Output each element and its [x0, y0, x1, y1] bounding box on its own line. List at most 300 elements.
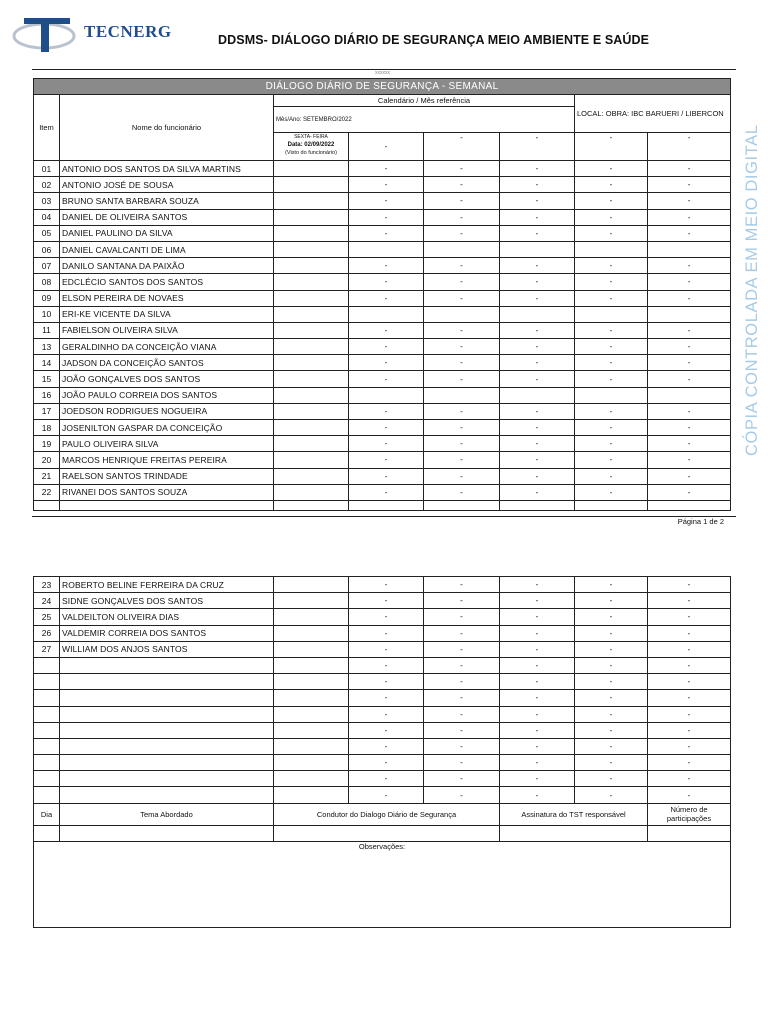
row-day-mark: -: [500, 371, 575, 387]
row-employee-name: [60, 722, 274, 738]
row-day-mark: -: [500, 420, 575, 436]
row-day-mark: -: [500, 738, 575, 754]
row-item-number: 04: [34, 209, 60, 225]
employee-rows-continued: [34, 577, 731, 804]
row-signature-cell[interactable]: [274, 452, 349, 468]
row-item-number: 05: [34, 225, 60, 241]
row-day-mark: -: [500, 355, 575, 371]
table-row: [34, 468, 731, 484]
row-day-mark: [575, 387, 648, 403]
blank-cell: [575, 500, 648, 510]
row-day-mark: [424, 241, 500, 257]
row-signature-cell[interactable]: [274, 722, 349, 738]
row-signature-cell[interactable]: [274, 387, 349, 403]
row-day-mark: -: [349, 641, 424, 657]
row-item-number: 25: [34, 609, 60, 625]
header-dash: -: [500, 133, 575, 161]
row-day-mark: [349, 387, 424, 403]
assinatura-header: Assinatura do TST responsável: [500, 803, 648, 825]
row-signature-cell[interactable]: [274, 625, 349, 641]
tema-value: [60, 825, 274, 841]
date-label: Data: 02/09/2022: [287, 142, 335, 148]
row-signature-cell[interactable]: [274, 738, 349, 754]
table-row: [34, 225, 731, 241]
row-employee-name: SIDNE GONÇALVES DOS SANTOS: [60, 593, 274, 609]
row-day-mark: -: [648, 577, 731, 593]
row-signature-cell[interactable]: [274, 177, 349, 193]
row-day-mark: -: [349, 674, 424, 690]
row-item-number: [34, 706, 60, 722]
row-item-number: 24: [34, 593, 60, 609]
row-signature-cell[interactable]: [274, 436, 349, 452]
footer-rule: [32, 516, 736, 517]
col-name-header: Nome do funcionário: [60, 95, 274, 161]
row-day-mark: -: [648, 177, 731, 193]
row-day-mark: -: [648, 755, 731, 771]
table-row: [34, 387, 731, 403]
row-item-number: 18: [34, 420, 60, 436]
row-day-mark: -: [349, 420, 424, 436]
row-day-mark: -: [349, 771, 424, 787]
row-day-mark: -: [349, 403, 424, 419]
row-day-mark: -: [648, 674, 731, 690]
row-employee-name: ANTONIO JOSÉ DE SOUSA: [60, 177, 274, 193]
row-employee-name: DANIEL DE OLIVEIRA SANTOS: [60, 209, 274, 225]
row-signature-cell[interactable]: [274, 577, 349, 593]
blank-cell: [34, 500, 60, 510]
row-day-mark: -: [424, 787, 500, 803]
row-day-mark: -: [575, 690, 648, 706]
row-employee-name: EDCLÉCIO SANTOS DOS SANTOS: [60, 274, 274, 290]
table-row: [34, 484, 731, 500]
row-day-mark: -: [424, 609, 500, 625]
row-item-number: 01: [34, 161, 60, 177]
row-day-mark: -: [648, 468, 731, 484]
row-day-mark: [500, 241, 575, 257]
row-item-number: [34, 722, 60, 738]
row-employee-name: RIVANEI DOS SANTOS SOUZA: [60, 484, 274, 500]
row-day-mark: -: [424, 593, 500, 609]
row-employee-name: [60, 787, 274, 803]
row-employee-name: ROBERTO BELINE FERREIRA DA CRUZ: [60, 577, 274, 593]
row-employee-name: [60, 755, 274, 771]
row-employee-name: ANTONIO DOS SANTOS DA SILVA MARTINS: [60, 161, 274, 177]
row-day-mark: -: [424, 706, 500, 722]
row-day-mark: -: [648, 193, 731, 209]
row-item-number: 26: [34, 625, 60, 641]
table-row: [34, 738, 731, 754]
row-day-mark: -: [648, 209, 731, 225]
row-day-mark: [349, 241, 424, 257]
row-day-mark: -: [648, 371, 731, 387]
row-day-mark: -: [349, 209, 424, 225]
row-day-mark: -: [575, 403, 648, 419]
row-day-mark: -: [349, 225, 424, 241]
row-day-mark: [424, 387, 500, 403]
row-day-mark: -: [648, 436, 731, 452]
row-day-mark: [648, 241, 731, 257]
row-day-mark: -: [349, 468, 424, 484]
row-day-mark: -: [648, 225, 731, 241]
dia-header: Dia: [34, 803, 60, 825]
table-row: [34, 403, 731, 419]
table-row: [34, 625, 731, 641]
row-employee-name: JADSON DA CONCEIÇÃO SANTOS: [60, 355, 274, 371]
employee-rows: [34, 161, 731, 501]
row-day-mark: -: [575, 577, 648, 593]
row-employee-name: JOEDSON RODRIGUES NOGUEIRA: [60, 403, 274, 419]
logo-emblem-icon: [12, 14, 82, 54]
row-item-number: 19: [34, 436, 60, 452]
row-item-number: 08: [34, 274, 60, 290]
row-day-mark: -: [424, 674, 500, 690]
row-day-mark: -: [648, 355, 731, 371]
row-employee-name: [60, 706, 274, 722]
row-day-mark: -: [575, 161, 648, 177]
table-row: [34, 593, 731, 609]
document-title: DDSMS- DIÁLOGO DIÁRIO DE SEGURANÇA MEIO AMBIENTE E SAÚDE: [218, 33, 650, 47]
row-signature-cell[interactable]: [274, 241, 349, 257]
row-day-mark: -: [648, 403, 731, 419]
row-day-mark: [575, 241, 648, 257]
row-signature-cell[interactable]: [274, 339, 349, 355]
row-employee-name: [60, 657, 274, 673]
row-day-mark: -: [349, 755, 424, 771]
row-day-mark: -: [575, 355, 648, 371]
row-signature-cell[interactable]: [274, 771, 349, 787]
watermark-text: CÓPIA CONTROLADA EM MEIO DIGITAL: [743, 124, 761, 456]
row-item-number: 21: [34, 468, 60, 484]
blank-cell: [274, 500, 349, 510]
row-signature-cell[interactable]: [274, 420, 349, 436]
row-day-mark: -: [575, 193, 648, 209]
row-day-mark: -: [349, 484, 424, 500]
row-employee-name: BRUNO SANTA BARBARA SOUZA: [60, 193, 274, 209]
row-day-mark: -: [349, 355, 424, 371]
row-day-mark: -: [349, 609, 424, 625]
table-row: [34, 161, 731, 177]
table-row: [34, 322, 731, 338]
row-day-mark: -: [575, 258, 648, 274]
row-day-mark: -: [648, 625, 731, 641]
row-day-mark: -: [575, 674, 648, 690]
row-day-mark: -: [575, 706, 648, 722]
row-item-number: [34, 755, 60, 771]
row-day-mark: -: [424, 577, 500, 593]
row-day-mark: -: [349, 177, 424, 193]
row-day-mark: -: [424, 625, 500, 641]
table-row: [34, 452, 731, 468]
header-dash: -: [575, 133, 648, 161]
row-signature-cell[interactable]: [274, 690, 349, 706]
row-day-mark: -: [424, 452, 500, 468]
numero-header: Número de participações: [648, 803, 731, 825]
row-signature-cell[interactable]: [274, 609, 349, 625]
row-day-mark: -: [424, 722, 500, 738]
row-employee-name: PAULO OLIVEIRA SILVA: [60, 436, 274, 452]
row-signature-cell[interactable]: [274, 593, 349, 609]
row-employee-name: WILLIAM DOS ANJOS SANTOS: [60, 641, 274, 657]
row-day-mark: -: [648, 339, 731, 355]
row-signature-cell[interactable]: [274, 641, 349, 657]
table-row: [34, 755, 731, 771]
row-signature-cell[interactable]: [274, 755, 349, 771]
row-item-number: 14: [34, 355, 60, 371]
table-row: [34, 771, 731, 787]
row-day-mark: -: [500, 593, 575, 609]
row-signature-cell[interactable]: [274, 657, 349, 673]
row-signature-cell[interactable]: [274, 161, 349, 177]
company-logo: [12, 14, 202, 54]
row-day-mark: -: [575, 787, 648, 803]
row-day-mark: -: [500, 322, 575, 338]
row-day-mark: -: [349, 452, 424, 468]
row-day-mark: -: [349, 657, 424, 673]
row-day-mark: -: [349, 371, 424, 387]
row-day-mark: -: [500, 674, 575, 690]
row-item-number: 10: [34, 306, 60, 322]
row-signature-cell[interactable]: [274, 484, 349, 500]
row-day-mark: -: [575, 641, 648, 657]
row-day-mark: -: [575, 274, 648, 290]
table-row: [34, 209, 731, 225]
row-day-mark: -: [424, 225, 500, 241]
row-day-mark: -: [575, 484, 648, 500]
row-signature-cell[interactable]: [274, 706, 349, 722]
row-day-mark: -: [424, 755, 500, 771]
table-row: [34, 674, 731, 690]
observacoes-box: Observações:: [34, 841, 731, 927]
row-employee-name: JOÃO PAULO CORREIA DOS SANTOS: [60, 387, 274, 403]
row-day-mark: -: [349, 274, 424, 290]
row-employee-name: GERALDINHO DA CONCEIÇÃO VIANA: [60, 339, 274, 355]
row-item-number: 20: [34, 452, 60, 468]
blank-cell: [424, 500, 500, 510]
row-day-mark: -: [575, 593, 648, 609]
table-row: [34, 290, 731, 306]
row-day-mark: [349, 306, 424, 322]
row-day-mark: -: [424, 177, 500, 193]
row-day-mark: -: [424, 322, 500, 338]
row-item-number: [34, 738, 60, 754]
row-item-number: [34, 657, 60, 673]
row-day-mark: [648, 306, 731, 322]
row-day-mark: -: [424, 738, 500, 754]
row-item-number: 15: [34, 371, 60, 387]
row-day-mark: -: [424, 339, 500, 355]
row-day-mark: -: [349, 690, 424, 706]
row-day-mark: -: [575, 177, 648, 193]
row-employee-name: MARCOS HENRIQUE FREITAS PEREIRA: [60, 452, 274, 468]
header-dash: -: [424, 133, 500, 161]
row-item-number: 11: [34, 322, 60, 338]
row-item-number: 07: [34, 258, 60, 274]
row-day-mark: -: [575, 371, 648, 387]
table-row: [34, 690, 731, 706]
row-item-number: [34, 690, 60, 706]
calendar-header: Calendário / Mês referência: [274, 95, 575, 107]
row-day-mark: -: [648, 274, 731, 290]
row-day-mark: -: [349, 577, 424, 593]
row-employee-name: [60, 690, 274, 706]
row-employee-name: VALDEMIR CORREIA DOS SANTOS: [60, 625, 274, 641]
row-signature-cell[interactable]: [274, 355, 349, 371]
table-row: [34, 241, 731, 257]
row-day-mark: -: [500, 193, 575, 209]
row-day-mark: -: [500, 755, 575, 771]
assinatura-value: [500, 825, 648, 841]
row-day-mark: -: [424, 403, 500, 419]
row-day-mark: -: [575, 290, 648, 306]
blank-cell: [349, 500, 424, 510]
table-row: [34, 258, 731, 274]
row-day-mark: -: [500, 787, 575, 803]
table-row: [34, 706, 731, 722]
row-signature-cell[interactable]: [274, 209, 349, 225]
row-day-mark: -: [648, 420, 731, 436]
row-day-mark: -: [575, 738, 648, 754]
row-day-mark: -: [424, 484, 500, 500]
row-employee-name: DANIEL CAVALCANTI DE LIMA: [60, 241, 274, 257]
table-row: [34, 657, 731, 673]
row-day-mark: -: [424, 290, 500, 306]
row-day-mark: -: [575, 322, 648, 338]
row-employee-name: VALDEILTON OLIVEIRA DIAS: [60, 609, 274, 625]
row-signature-cell[interactable]: [274, 403, 349, 419]
row-day-mark: -: [500, 641, 575, 657]
row-day-mark: -: [349, 161, 424, 177]
row-item-number: 09: [34, 290, 60, 306]
row-day-mark: [500, 306, 575, 322]
row-day-mark: -: [575, 657, 648, 673]
row-day-mark: [424, 306, 500, 322]
col-item-header: Item: [34, 95, 60, 161]
row-day-mark: -: [575, 625, 648, 641]
row-day-mark: -: [648, 593, 731, 609]
row-day-mark: -: [424, 771, 500, 787]
row-day-mark: -: [575, 755, 648, 771]
table-row: [34, 355, 731, 371]
row-employee-name: ERI-KE VICENTE DA SILVA: [60, 306, 274, 322]
row-signature-cell[interactable]: [274, 290, 349, 306]
row-day-mark: -: [500, 209, 575, 225]
row-day-mark: -: [424, 420, 500, 436]
row-day-mark: -: [424, 436, 500, 452]
row-day-mark: -: [648, 290, 731, 306]
row-signature-cell[interactable]: [274, 193, 349, 209]
row-day-mark: -: [424, 657, 500, 673]
row-day-mark: -: [500, 177, 575, 193]
row-day-mark: -: [575, 209, 648, 225]
blank-cell: [60, 500, 274, 510]
row-day-mark: -: [349, 722, 424, 738]
row-day-mark: [648, 387, 731, 403]
local-label: LOCAL: OBRA: IBC BARUERI / LIBERCON: [575, 95, 731, 133]
row-day-mark: -: [575, 468, 648, 484]
row-day-mark: -: [349, 625, 424, 641]
row-day-mark: -: [575, 452, 648, 468]
page-number: Página 1 de 2: [677, 517, 724, 526]
row-employee-name: JOÃO GONÇALVES DOS SANTOS: [60, 371, 274, 387]
row-day-mark: -: [424, 690, 500, 706]
row-day-mark: -: [500, 722, 575, 738]
table-row: [34, 420, 731, 436]
row-day-mark: -: [424, 258, 500, 274]
row-day-mark: -: [500, 484, 575, 500]
row-day-mark: -: [500, 706, 575, 722]
row-day-mark: -: [424, 641, 500, 657]
row-day-mark: -: [648, 609, 731, 625]
row-signature-cell[interactable]: [274, 674, 349, 690]
row-signature-cell[interactable]: [274, 371, 349, 387]
row-day-mark: -: [349, 322, 424, 338]
dia-value: [34, 825, 60, 841]
row-item-number: 23: [34, 577, 60, 593]
header-dash: -: [648, 133, 731, 161]
table-row: [34, 787, 731, 803]
row-day-mark: -: [424, 274, 500, 290]
row-day-mark: -: [575, 339, 648, 355]
row-item-number: [34, 674, 60, 690]
row-signature-cell[interactable]: [274, 306, 349, 322]
row-employee-name: [60, 674, 274, 690]
table-row: [34, 274, 731, 290]
row-day-mark: -: [500, 274, 575, 290]
row-employee-name: ELSON PEREIRA DE NOVAES: [60, 290, 274, 306]
row-day-mark: -: [500, 577, 575, 593]
tiny-note: xxxxxx: [375, 70, 390, 76]
row-day-mark: -: [500, 403, 575, 419]
row-signature-cell[interactable]: [274, 468, 349, 484]
table-row: [34, 306, 731, 322]
row-signature-cell[interactable]: [274, 258, 349, 274]
day-cell: [274, 133, 349, 161]
row-item-number: 17: [34, 403, 60, 419]
row-employee-name: [60, 738, 274, 754]
row-day-mark: -: [349, 738, 424, 754]
row-day-mark: -: [349, 593, 424, 609]
row-day-mark: -: [648, 787, 731, 803]
table-row: [34, 722, 731, 738]
row-employee-name: DANILO SANTANA DA PAIXÃO: [60, 258, 274, 274]
attendance-table-continued: [33, 576, 731, 928]
row-day-mark: -: [648, 690, 731, 706]
visto-label: (Visto do funcionário): [285, 150, 337, 156]
row-day-mark: -: [500, 258, 575, 274]
row-day-mark: -: [424, 193, 500, 209]
row-day-mark: -: [648, 161, 731, 177]
table-row: [34, 609, 731, 625]
blank-cell: [500, 500, 575, 510]
row-day-mark: -: [575, 771, 648, 787]
row-day-mark: -: [349, 193, 424, 209]
row-signature-cell[interactable]: [274, 322, 349, 338]
row-signature-cell[interactable]: [274, 787, 349, 803]
row-signature-cell[interactable]: [274, 274, 349, 290]
row-day-mark: -: [648, 258, 731, 274]
row-day-mark: -: [500, 609, 575, 625]
row-day-mark: -: [500, 339, 575, 355]
row-signature-cell[interactable]: [274, 225, 349, 241]
row-day-mark: -: [424, 355, 500, 371]
row-item-number: 22: [34, 484, 60, 500]
row-day-mark: -: [349, 290, 424, 306]
brand-name: TECNERG: [84, 22, 172, 41]
row-day-mark: -: [575, 420, 648, 436]
month-label: Mês/Ano: SETEMBRO/2022: [274, 107, 575, 133]
row-day-mark: -: [500, 625, 575, 641]
row-day-mark: -: [500, 452, 575, 468]
